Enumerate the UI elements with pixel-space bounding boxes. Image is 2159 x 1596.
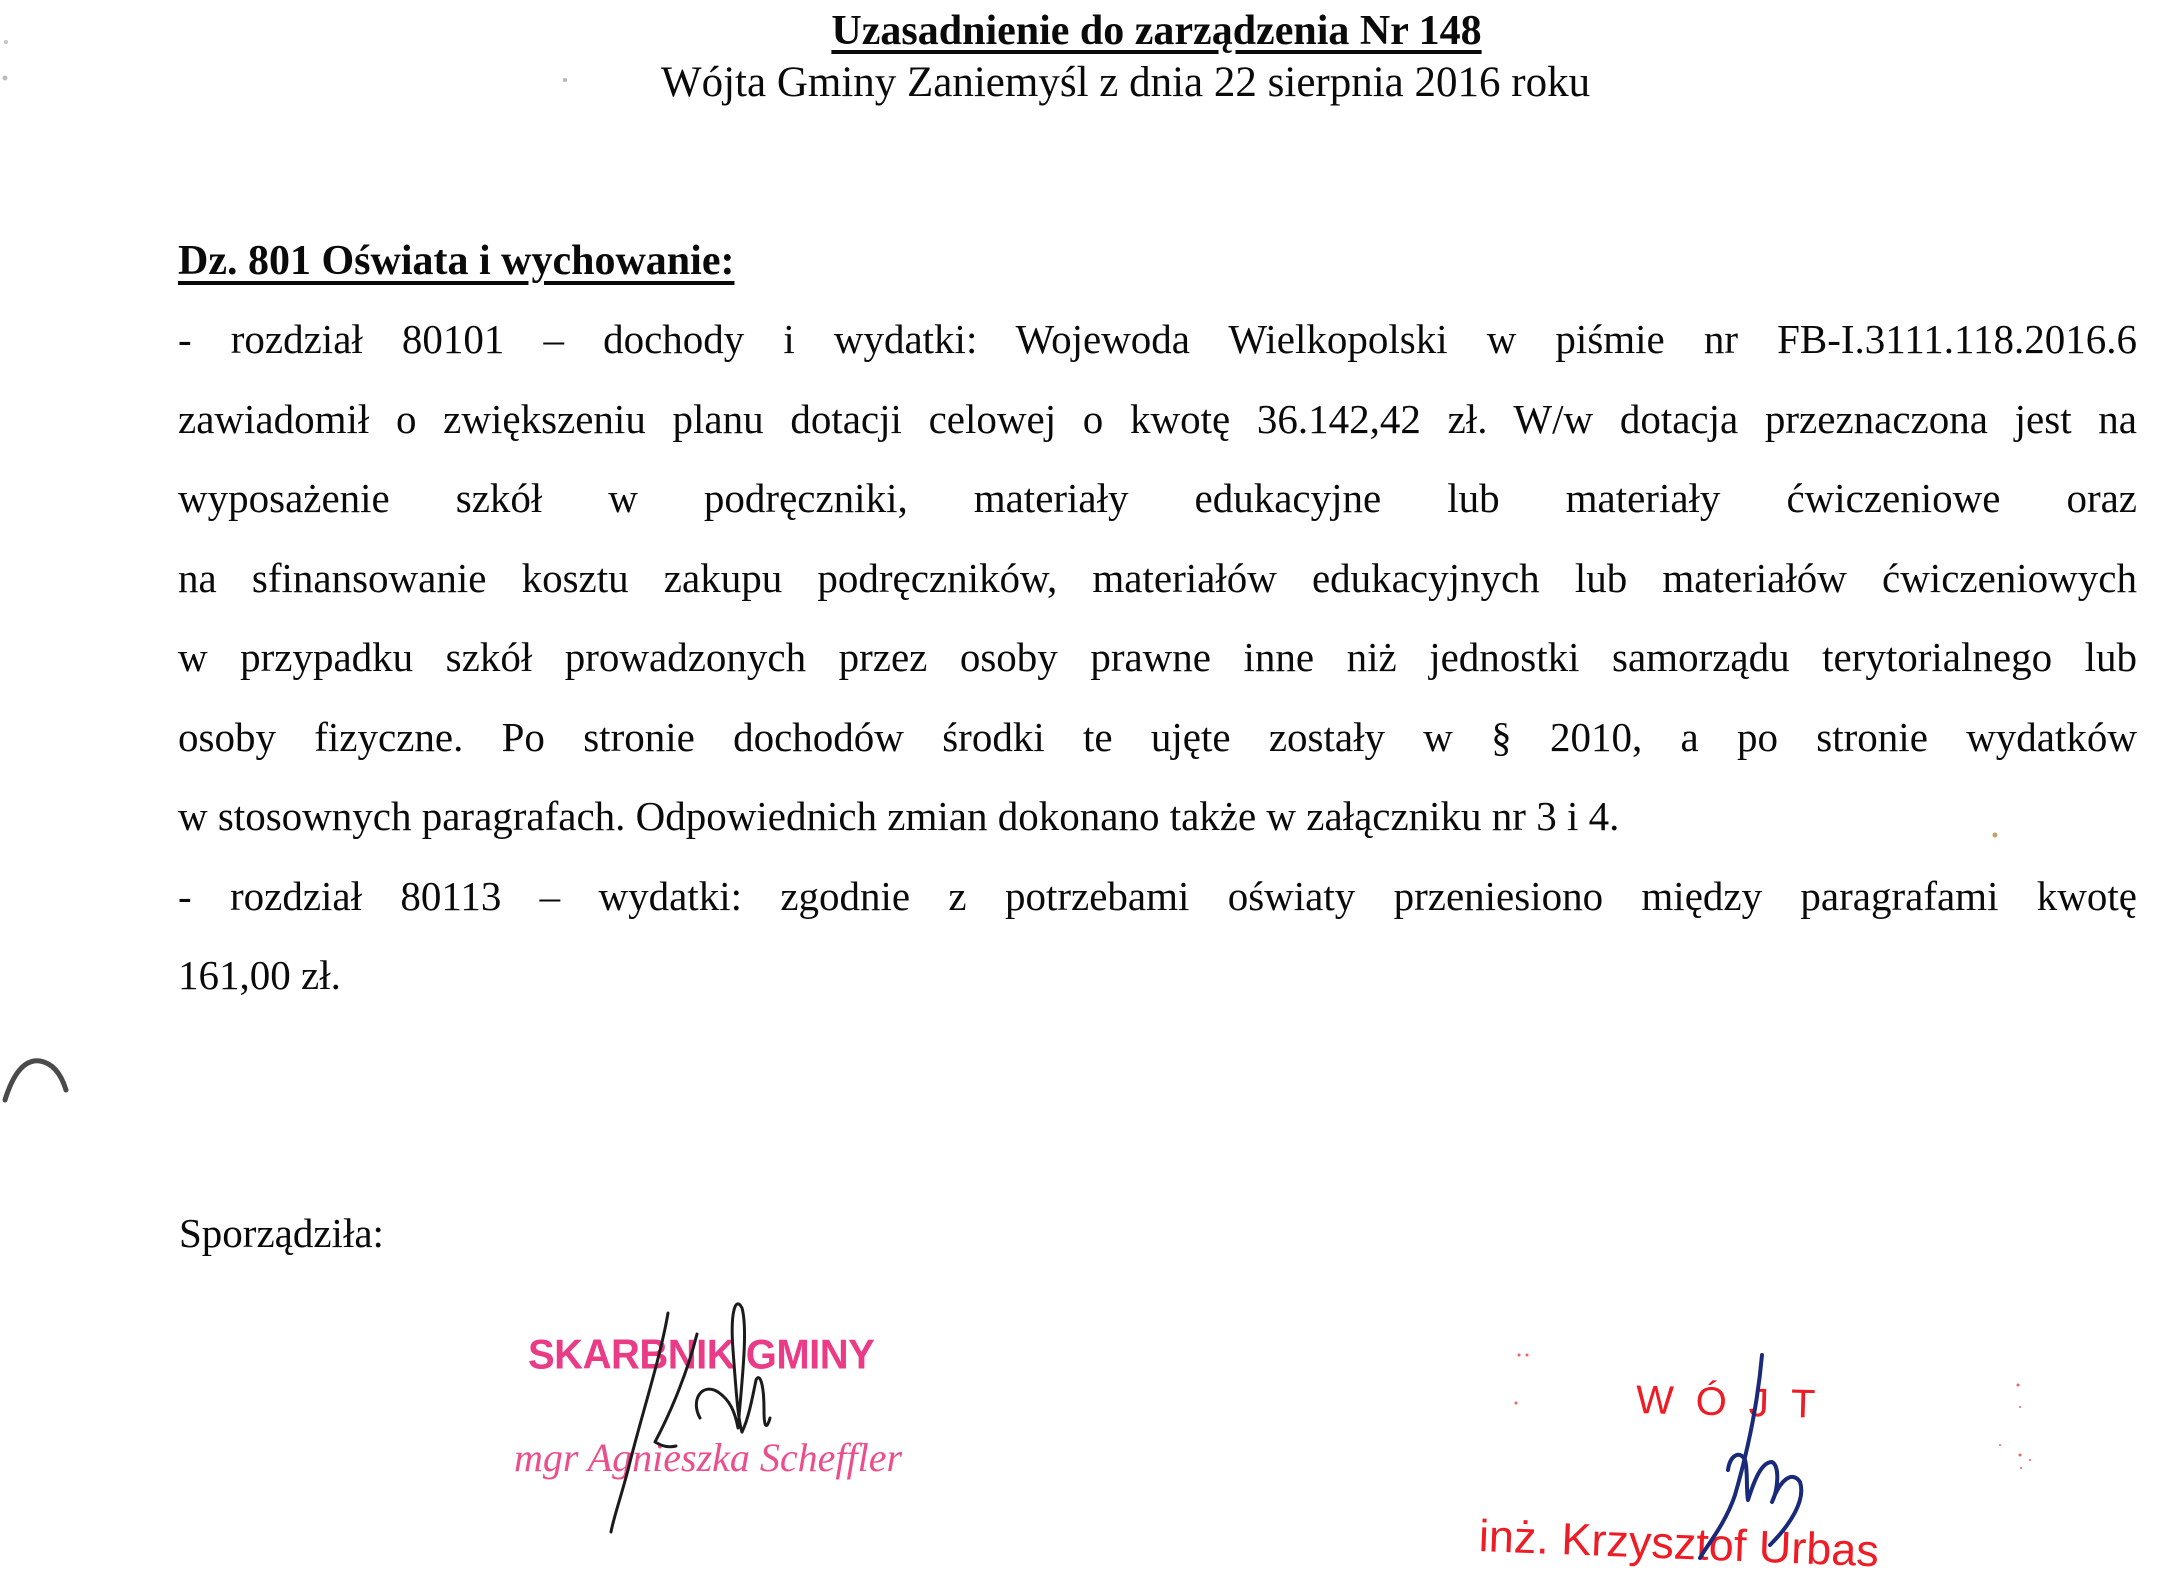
mayor-stamp-title: WÓJT <box>1635 1378 1838 1428</box>
body-line: - rozdział 80101 – dochody i wydatki: Wojewoda Wielkopolski w piśmie nr FB-I.3111.118.2016.6 <box>178 316 2137 362</box>
body-line: wyposażenie szkół w podręczniki, materiały edukacyjne lub materiały ćwiczeniowe oraz <box>178 475 2137 521</box>
scan-speck <box>563 78 567 82</box>
mayor-stamp-name: inż. Krzysztof Urbas <box>1478 1510 1880 1577</box>
section-heading: Dz. 801 Oświata i wychowanie: <box>178 238 735 284</box>
body-line: zawiadomił o zwiększeniu planu dotacji celowej o kwotę 36.142,42 zł. W/w dotacja przeznaczona jest na <box>178 395 2137 442</box>
body-line: na sfinansowanie kosztu zakupu podręczników, materiałów edukacyjnych lub materiałów ćwiczeniowych <box>178 554 2137 601</box>
body-line: - rozdział 80113 – wydatki: zgodnie z potrzebami oświaty przeniesiono między paragrafami kwotę <box>178 872 2137 919</box>
scan-speck <box>3 76 8 81</box>
treasurer-stamp-title: SKARBNIK GMINY <box>528 1331 875 1379</box>
prepared-by-label: Sporządziła: <box>179 1210 384 1256</box>
treasurer-stamp-name: mgr Agnieszka Scheffler <box>514 1435 903 1480</box>
body-line: w przypadku szkół prowadzonych przez osoby prawne inne niż jednostki samorządu terytorialnego lub <box>178 634 2137 680</box>
body-line: osoby fizyczne. Po stronie dochodów środki te ujęte zostały w § 2010, a po stronie wydatków <box>178 713 2137 760</box>
body-line: 161,00 zł. <box>178 952 341 998</box>
body-line: w stosownych paragrafach. Odpowiednich zmian dokonano także w załączniku nr 3 i 4. <box>178 793 1620 839</box>
document-subtitle: Wójta Gminy Zaniemyśl z dnia 22 sierpnia 2016 roku <box>661 59 1591 106</box>
justification-body <box>178 300 2137 1016</box>
punch-hole-arc <box>5 1061 66 1100</box>
document-title <box>0 6 2159 56</box>
document-title-text: Uzasadnienie do zarządzenia Nr 148 <box>831 8 1482 54</box>
